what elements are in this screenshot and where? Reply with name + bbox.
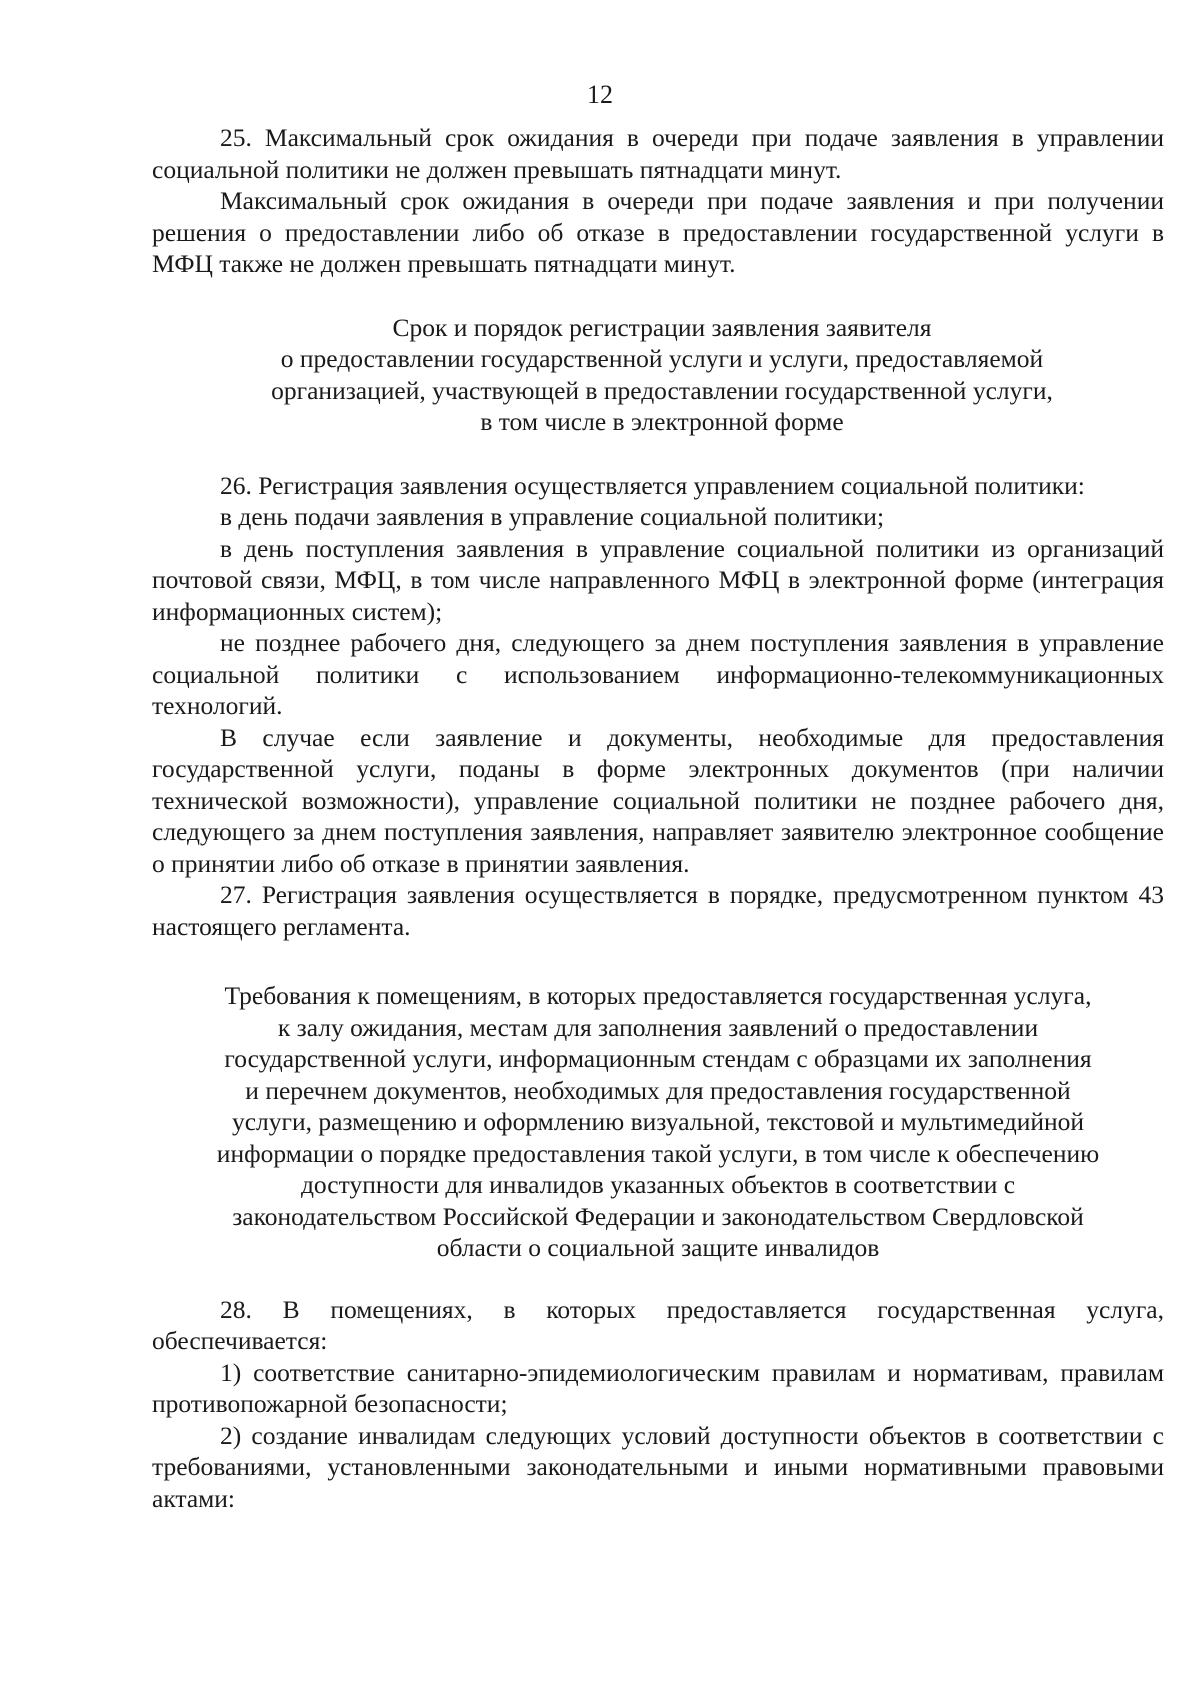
heading-line: законодательством Российской Федерации и законодательством Свердловской [232, 1201, 1084, 1231]
heading-line: государственной услуги, информационным стендам с образцами их заполнения [224, 1044, 1092, 1073]
section-heading-premises [152, 980, 1164, 1264]
paragraph-25: 25. Максимальный срок ожидания в очереди при подаче заявления в управлении социальной политики не должен превышать пятнадцати минут. [152, 123, 1164, 184]
heading-line: организацией, участвующей в предоставлении государственной услуги, [271, 375, 1053, 405]
document-body [152, 122, 1164, 1514]
paragraph-26-item-3: не позднее рабочего дня, следующего за днем поступления заявления в управление социальной политики с использованием информационно-телекоммуникационных технологий. [152, 628, 1164, 720]
heading-line: услуги, размещению и оформлению визуальной, текстовой и мультимедийной [231, 1107, 1085, 1136]
heading-line: информации о порядке предоставления такой услуги, в том числе к обеспечению [216, 1138, 1100, 1168]
paragraph-26-electronic: В случае если заявление и документы, необходимые для предоставления государственной услуги, поданы в форме электронных документов (при наличии технической возможности), управление социальной политики не позднее рабочего дня, следующего за днем поступления заявления, направляет заявителю электронное сообщение о принятии либо об отказе в принятии заявления. [152, 722, 1164, 878]
paragraph-28-item-1: 1) соответствие санитарно-эпидемиологическим правилам и нормативам, правилам противопожарной безопасности; [152, 1357, 1164, 1418]
paragraph-27: 27. Регистрация заявления осуществляется в порядке, предусмотренном пунктом 43 настоящего регламента. [152, 880, 1164, 941]
paragraph-28: 28. В помещениях, в которых предоставляется государственная услуга, обеспечивается: [152, 1294, 1164, 1355]
paragraph-26-item-1: в день подачи заявления в управление социальной политики; [220, 502, 885, 531]
heading-line: к залу ожидания, местам для заполнения заявлений о предоставлении [277, 1012, 1039, 1042]
heading-line: Срок и порядок регистрации заявления заявителя [392, 312, 932, 342]
paragraph-26-item-2: в день поступления заявления в управление социальной политики из организаций почтовой связи, МФЦ, в том числе направленного МФЦ в электронной форме (интеграция информационных систем); [152, 533, 1164, 626]
heading-line: доступности для инвалидов указанных объектов в соответствии с [300, 1170, 1016, 1199]
heading-line: Требования к помещениям, в которых предоставляется государственная услуга, [224, 981, 1092, 1010]
heading-line: области о социальной защите инвалидов [436, 1233, 880, 1262]
heading-line: и перечнем документов, необходимых для предоставления государственной [245, 1075, 1071, 1105]
section-heading-registration [152, 312, 1164, 438]
heading-line: в том числе в электронной форме [480, 407, 844, 436]
paragraph-28-item-2: 2) создание инвалидам следующих условий доступности объектов в соответствии с требованиями, установленными законодательными и иными нормативными правовыми актами: [152, 1420, 1164, 1513]
heading-line: о предоставлении государственной услуги и услуги, предоставляемой [280, 344, 1044, 373]
paragraph-26: 26. Регистрация заявления осуществляется управлением социальной политики: [220, 470, 1085, 500]
page-number: 12 [587, 80, 613, 109]
paragraph-25-queue-mfc: Максимальный срок ожидания в очереди при подаче заявления и при получении решения о предоставлении либо об отказе в предоставлении государственной услуги в МФЦ также не должен превышать пятнадцати минут. [152, 186, 1164, 278]
